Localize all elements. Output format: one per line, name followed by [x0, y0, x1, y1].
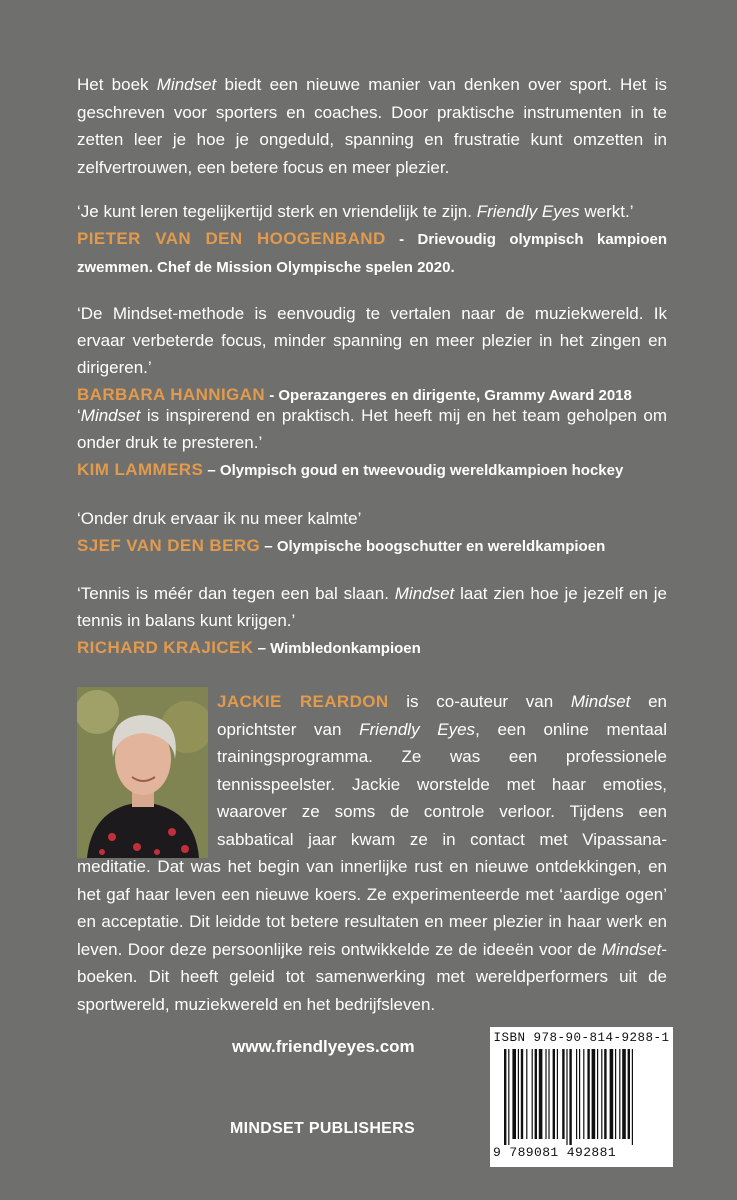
quote-author-description: – Olympisch goud en tweevoudig wereldkampioen hockey [203, 462, 624, 479]
barcode-bar [562, 1049, 564, 1139]
barcode-bar [526, 1049, 527, 1139]
quote-krajicek [77, 580, 667, 662]
quote-author: SJEF VAN DEN BERG [77, 536, 261, 555]
quote-attribution [77, 634, 667, 662]
barcode-bar [619, 1049, 620, 1139]
barcode-bar [553, 1049, 555, 1139]
quote-author: BARBARA HANNIGAN [77, 385, 266, 404]
quote-author-description: – Wimbledonkampioen [253, 640, 421, 657]
barcode-bar [576, 1049, 577, 1139]
barcode-bar [632, 1049, 633, 1145]
quote-lammers [77, 402, 667, 484]
quote-text: ‘Onder druk ervaar ik nu meer kalmte’ [77, 509, 362, 528]
quote-van-den-berg [77, 505, 667, 560]
barcode-bar [518, 1049, 519, 1139]
quote-author: KIM LAMMERS [77, 460, 204, 479]
quote-text: ‘Mindset is inspirerend en praktisch. Het heeft mij en het team geholpen om onder druk te presteren.’ [77, 406, 667, 452]
barcode-bar [579, 1049, 580, 1139]
barcode-bar [545, 1049, 546, 1139]
quote-author-description: – Olympische boogschutter en wereldkampioen [260, 538, 606, 555]
quote-hannigan [77, 300, 667, 409]
quote-text: ‘Je kunt leren tegelijkertijd sterk en vriendelijk te zijn. Friendly Eyes werkt.’ [77, 202, 634, 221]
barcode-bar [610, 1049, 614, 1139]
quote-attribution [77, 225, 667, 281]
quote-author: RICHARD KRAJICEK [77, 638, 254, 657]
barcode-bar [622, 1049, 626, 1139]
isbn-barcode [490, 1027, 673, 1167]
barcode-bar [566, 1049, 567, 1145]
intro-book-title: Mindset [156, 75, 217, 94]
barcode-bar [557, 1049, 558, 1139]
barcode-bar [615, 1049, 616, 1139]
intro-text-rest: biedt een nieuwe manier van denken over sport. Het is geschreven voor sporters en coaches. Door praktische instrumenten in te zetten leer je hoe je ongeduld, spanning en frustratie kunt omzetten in zelfvertrouwen, een betere focus en meer plezier. [77, 75, 667, 177]
barcode-bar [504, 1049, 506, 1145]
barcode-bar [535, 1049, 537, 1139]
quote-author-description: - Operazangeres en dirigente, Grammy Award 2018 [265, 387, 632, 404]
intro-text: Het boek [77, 75, 157, 94]
barcode-bar [521, 1049, 523, 1139]
quote-hoogenband [77, 198, 667, 281]
barcode-bar [604, 1049, 606, 1139]
barcode-bar [597, 1049, 598, 1139]
isbn-digits: 9 789081 492881 [493, 1145, 617, 1160]
quote-text: ‘Tennis is méér dan tegen een bal slaan. Mindset laat zien hoe je jezelf en je tennis in balans kunt krijgen.’ [77, 584, 667, 630]
quote-author-description: - Drievoudig olympisch kampioen zwemmen. Chef de Mission Olympische spelen 2020. [77, 231, 668, 276]
quote-attribution [77, 456, 667, 484]
quote-text: ‘De Mindset-methode is eenvoudig te vertalen naar de muziekwereld. Ik ervaar verbeterde focus, minder spanning en meer plezier in het zingen en dirigeren.’ [77, 304, 667, 377]
barcode-bars [504, 1049, 660, 1145]
barcode-bar [569, 1049, 571, 1145]
barcode-bar [583, 1049, 584, 1139]
barcode-bar [512, 1049, 516, 1139]
quote-author: PIETER VAN DEN HOOGENBAND [77, 229, 386, 248]
barcode-bar [628, 1049, 630, 1139]
quote-attribution [77, 532, 667, 560]
barcode-bar [601, 1049, 602, 1139]
publisher-name: MINDSET PUBLISHERS [230, 1120, 415, 1137]
barcode-bar [548, 1049, 549, 1139]
barcode-bar [508, 1049, 509, 1145]
website-url: www.friendlyeyes.com [232, 1037, 415, 1056]
barcode-bar [532, 1049, 533, 1139]
barcode-bar [539, 1049, 543, 1139]
bio-author-name: JACKIE REARDON [217, 692, 389, 711]
intro-paragraph [77, 71, 667, 181]
barcode-bar [587, 1049, 589, 1139]
barcode-bar [592, 1049, 596, 1139]
author-bio: JACKIE REARDON is co-auteur van Mindset en oprichtster van Friendly Eyes, een online mentaal trainingsprogramma. Ze was een professionele tennisspeelster. Jackie worstelde met haar emoties, waarover ze soms de controle verloor. Tijdens een sabbatical jaar kwam ze in contact met Vipassana-meditatie. Dat was het begin van innerlijke rust en nieuwe ontdekkingen, en het gaf haar leven een nieuwe koers. Ze experimenteerde met ‘aardige ogen’ en acceptatie. Dit leidde tot betere resultaten en meer plezier in haar werk en leven. Door deze persoonlijke reis ontwikkelde ze de ideeën voor de Mindset-boeken. Dit heeft geleid tot samenwerking met wereldperformers uit de sportwereld, muziekwereld en het bedrijfsleven. [77, 692, 668, 1014]
isbn-label: ISBN 978-90-814-9288-1 [493, 1031, 670, 1045]
